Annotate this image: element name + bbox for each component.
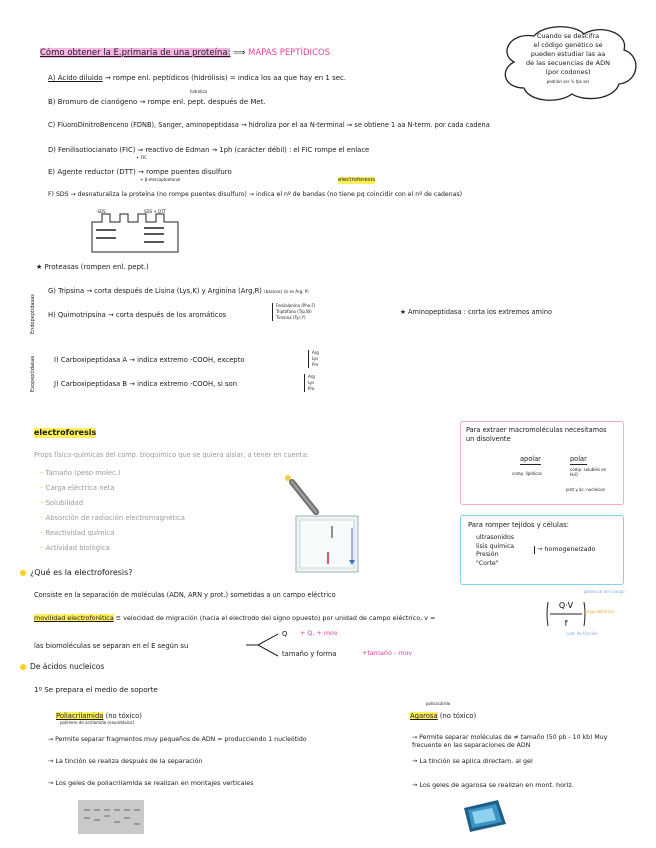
agar-item-text: Permite separar moléculas de ≠ tamaño (50 pb - 10 kb) Muy frecuente en las separaciones de ADN xyxy=(412,734,608,749)
cloud-line: Cuando se descifra xyxy=(536,32,600,40)
charge-note: + Q, + mov xyxy=(300,629,338,637)
poly-item-text: Los geles de poliacrilamida se realizan en montajes verticales xyxy=(55,779,254,787)
protease-j xyxy=(54,380,237,388)
method-text: → rompe enl. pept. después de Met. xyxy=(139,98,266,106)
formula-note: coef. de fricción xyxy=(566,631,598,636)
poly-header xyxy=(56,712,142,720)
nucleic-title: De ácidos nucleicos xyxy=(30,662,105,671)
aa-item: Arg xyxy=(308,374,315,379)
cloud-line: podrían ser ½ fps ser xyxy=(546,79,590,84)
cloud-line: (por codones) xyxy=(545,68,591,76)
separation-text: las biomoléculas se separan en el E según su xyxy=(34,642,189,650)
agar-item: → Los geles de agarosa se realizan en mont. horiz. xyxy=(412,781,574,789)
method-d xyxy=(48,146,369,154)
agar-header xyxy=(410,712,476,720)
protease-text: → corta después de Lisina (Lys,K) y Arginina (Arg,R) xyxy=(86,287,262,295)
method-note: + β-mercaptoetanol xyxy=(140,177,181,182)
separation-brace xyxy=(244,630,284,660)
aa-item: Lys xyxy=(308,380,315,385)
protease-i xyxy=(54,356,244,364)
aromatic-item: Fenilalanina (Phe,F) xyxy=(276,303,316,308)
prop-text: Tamaño (peso molec.) xyxy=(45,469,121,477)
aromatic-list xyxy=(272,303,315,321)
formula-note: potencial del campo xyxy=(584,589,625,594)
method-text: → hidroliza por el aa N-terminal ⇒ se obtiene 1 aa N-term. por cada cadena xyxy=(240,121,490,129)
endo-label: Endopeptidasas xyxy=(30,294,36,334)
protease-text: → corta después de los aromáticos xyxy=(108,311,227,319)
method-label: D) Fenilisotiocianato (FIC) xyxy=(48,146,136,154)
disruption-item: "Corte" xyxy=(476,559,499,567)
method-text: → desnaturaliza la proteína (no rompe puentes disulfuro) → indica el nº de bandas (no tiene pq coincidir con el nº de cadenas) xyxy=(70,191,463,198)
disruption-result: → homogeneizado xyxy=(534,546,595,554)
mobility-term: movilidad electroforética xyxy=(34,614,114,622)
page-title xyxy=(40,48,330,58)
exception-list xyxy=(308,350,319,368)
agar-gel-image xyxy=(458,796,508,836)
subtitle-text: MAPAS PEPTÍDICOS xyxy=(248,48,331,58)
protease-label: J) Carboxipeptidasa B xyxy=(54,380,128,388)
method-text: → rompe puentes disulfuro xyxy=(138,168,232,176)
prop-item: – Carga eléctrica neta xyxy=(40,484,115,492)
solvent-title: Para extraer macromoléculas necesitamos un disolvente xyxy=(466,426,607,443)
poly-item: → La tinción se realiza después de la separación xyxy=(48,757,203,765)
agar-item-text: Los geles de agarosa se realizan en mont. horiz. xyxy=(419,781,574,789)
solvent-bottom: prot y ác. nucleicos xyxy=(566,487,605,492)
method-c xyxy=(48,122,490,130)
aminopeptidase-note: ★ Aminopeptidasa : corta los extremos amino xyxy=(400,308,552,316)
formula-label: v = xyxy=(424,614,436,622)
aromatic-item: Tirosina (Tyr,Y) xyxy=(276,315,306,320)
poly-qual: (no tóxico) xyxy=(105,712,142,720)
apparatus-drawing xyxy=(272,468,402,578)
cloud-line: el código genético se xyxy=(533,41,603,49)
nucleic-step: 1º Se prepara el medio de soporte xyxy=(34,685,158,694)
mobility-line xyxy=(34,615,435,623)
nucleic-bullet xyxy=(20,664,26,670)
method-a xyxy=(48,74,346,82)
protease-g xyxy=(48,287,309,295)
disruption-title: Para romper tejidos y células: xyxy=(468,521,569,529)
method-text: ⇒ reactivo de Edman → 1ph (carácter débil) : el FIC rompe el enlace xyxy=(137,146,370,154)
aa-item: Arg xyxy=(312,350,319,355)
method-e xyxy=(48,168,232,176)
poly-item: → Permite separar fragmentos muy pequeños de ADN = producciendo 1 nucleótido xyxy=(48,736,307,743)
gel-diagram xyxy=(86,208,196,260)
aromatic-item: Triptófano (Trp,W) xyxy=(276,309,312,314)
protease-text: → indica extremo -COOH, si son xyxy=(129,380,238,388)
prop-item: – Solubilidad xyxy=(40,499,84,507)
method-label: C) FluoroDinitroBenceno (FDNB), Sanger, aminopeptidasa xyxy=(48,121,239,129)
method-label: E) Agente reductor (DTT) xyxy=(48,168,136,176)
cloud-line: de las secuencias de ADN xyxy=(526,59,610,67)
prop-item: – Reactividad química xyxy=(40,529,115,537)
poly-item-text: La tinción se realiza después de la separación xyxy=(55,757,203,765)
solvent-left: apolar xyxy=(520,455,541,463)
props-intro: Props físico-químicas del comp. bioquímico que se quiera aislar, a tener en cuenta: xyxy=(34,451,309,459)
agar-item: → La tinción se aplica directam. al gel xyxy=(412,757,533,765)
solvent-left-sub: comp. lipídicos xyxy=(512,471,542,476)
prop-text: Solubilidad xyxy=(45,499,84,507)
cloud-line: pueden estudiar las aa xyxy=(530,50,606,58)
disruption-item: lisis química xyxy=(476,542,515,550)
protease-note: (básicos) (si es Arg: P) xyxy=(264,289,309,294)
poly-sub: polímero de acrilamida (neurotóxico) xyxy=(60,720,135,725)
prop-item: – Actividad biológica xyxy=(40,544,110,552)
prop-text: Absorción de radiación electromagnética xyxy=(45,514,185,522)
agar-qual: (no tóxico) xyxy=(439,712,477,720)
protease-label: H) Quimotripsina xyxy=(48,311,106,319)
electro-title: electroforesis xyxy=(34,428,97,437)
protease-label: I) Carboxipeptidasa A xyxy=(54,356,128,364)
title-text: Cómo obtener la E.primaria de una proteína: xyxy=(40,48,231,58)
method-note: + FIC xyxy=(136,155,147,160)
size-note: +tamaño - mov xyxy=(362,649,413,657)
solvent-right-sub: comp. solubles en H₂O xyxy=(570,467,607,477)
method-note: electroforesis xyxy=(338,177,376,183)
prop-text: Actividad biológica xyxy=(45,544,110,552)
solvent-right: polar xyxy=(570,455,587,463)
agar-item: → Permite separar moléculas de ≠ tamaño (50 pb - 10 kb) Muy frecuente en las separaciones de ADN xyxy=(412,734,608,749)
disruption-item: ultrasonidos xyxy=(476,534,514,541)
method-label: A) Ácido diluido xyxy=(48,74,103,82)
question-def: Consiste en la separación de moléculas (ADN, ARN y prot.) sometidas a un campo eléctrico xyxy=(34,591,336,599)
exo-label: Exopeptidasas xyxy=(30,355,36,392)
method-b xyxy=(48,98,266,106)
poly-gel-image xyxy=(78,800,144,834)
cloud-text xyxy=(508,32,628,86)
disruption-item: Presión xyxy=(476,551,499,558)
prop-text: Carga eléctrica neta xyxy=(45,484,115,492)
protease-label: G) Tripsina xyxy=(48,287,85,295)
proteases-title: ★ Proteasas (rompen enl. pept.) xyxy=(36,263,149,271)
poly-title: Poliacrilamida xyxy=(56,712,104,720)
prop-item: – Tamaño (peso molec.) xyxy=(40,469,121,477)
props-list xyxy=(40,466,185,556)
question-bullet xyxy=(20,570,26,576)
protease-text: → indica extremo -COOH, excepto xyxy=(129,356,245,364)
question-title: ¿Qué es la electroforesis? xyxy=(30,568,133,577)
disruption-items xyxy=(476,534,514,568)
mobility-text: ≡ velocidad de migración (hacia el electrodo del signo opuesto) por unidad de campo eléctrico, xyxy=(115,614,423,622)
agar-title: Agarosa xyxy=(410,712,438,720)
poly-item: → Los geles de poliacrilamida se realizan en montajes verticales xyxy=(48,779,254,787)
formula-diagram xyxy=(546,596,586,636)
method-f xyxy=(48,191,462,198)
aa-item: Lys xyxy=(312,356,319,361)
prop-text: Reactividad química xyxy=(45,529,115,537)
title-arrow: ⟹ xyxy=(233,48,246,58)
method-note: hidroliza xyxy=(190,89,207,94)
poly-item-text: Permite separar fragmentos muy pequeños de ADN = producciendo 1 nucleótido xyxy=(55,736,307,743)
prop-item: – Absorción de radiación electromagnética xyxy=(40,514,185,522)
size-label: tamaño y forma xyxy=(282,650,337,658)
method-label: B) Bromuro de cianógeno xyxy=(48,98,138,106)
gel-label-left: -SDS xyxy=(96,209,106,214)
agar-item-text: La tinción se aplica directam. al gel xyxy=(419,757,533,765)
method-label: F) SDS xyxy=(48,191,69,198)
aa-item: Pro xyxy=(312,362,319,367)
protease-h xyxy=(48,311,226,319)
aa-item: Pro xyxy=(308,386,315,391)
gel-label-right: SDS + DTT xyxy=(144,209,166,214)
formula-note: carga eléctrica xyxy=(584,609,614,614)
charge-label: Q xyxy=(282,630,288,638)
agar-note: polisacárido xyxy=(426,701,451,706)
svg-text:f: f xyxy=(564,619,568,628)
svg-text:Q·V: Q·V xyxy=(558,601,574,610)
condition-list xyxy=(304,374,315,392)
method-text: → rompe enl. peptídicos (hidrólisis) = indica los aa que hay en 1 sec. xyxy=(104,74,347,82)
